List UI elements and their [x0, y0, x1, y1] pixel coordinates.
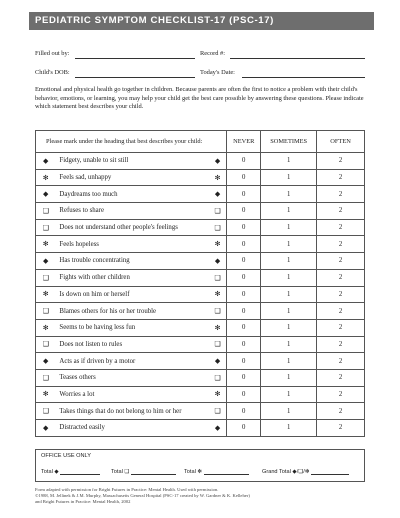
record-label: Record #:: [200, 50, 226, 57]
symptom-checklist-table: [35, 130, 365, 437]
score-never-cell[interactable]: 0: [227, 186, 261, 203]
square-icon: ❑: [42, 373, 49, 382]
score-sometimes-cell[interactable]: 1: [261, 403, 317, 420]
score-often-cell[interactable]: 2: [317, 186, 365, 203]
symptom-label: Does not understand other people's feelings: [55, 219, 208, 236]
score-often-cell[interactable]: 2: [317, 236, 365, 253]
score-sometimes-cell[interactable]: 1: [261, 319, 317, 336]
header-sometimes: SOMETIMES: [261, 131, 317, 153]
score-often-cell[interactable]: 2: [317, 286, 365, 303]
score-sometimes-cell[interactable]: 1: [261, 386, 317, 403]
table-row: [36, 219, 365, 236]
square-icon: ❑: [42, 206, 49, 215]
grand-total-line: [311, 468, 349, 475]
asterisk-icon: ✻: [214, 290, 221, 299]
grand-total-label: Grand Total: [262, 469, 291, 475]
asterisk-icon: ✻: [42, 173, 49, 182]
square-icon: ❑: [214, 340, 221, 349]
score-sometimes-cell[interactable]: 1: [261, 219, 317, 236]
symptom-label: Does not listen to rules: [55, 336, 208, 353]
score-never-cell[interactable]: 0: [227, 369, 261, 386]
score-never-cell[interactable]: 0: [227, 236, 261, 253]
table-row: [36, 369, 365, 386]
score-often-cell[interactable]: 2: [317, 203, 365, 220]
score-often-cell[interactable]: 2: [317, 253, 365, 270]
table-row: [36, 186, 365, 203]
table-row: [36, 286, 365, 303]
square-icon: ❑: [42, 307, 49, 316]
header-never: NEVER: [227, 131, 261, 153]
childs-dob-line: [75, 77, 195, 78]
table-prompt: Please mark under the heading that best describes your child:: [36, 131, 227, 153]
table-row: [36, 336, 365, 353]
diamond-icon: ◆: [214, 190, 221, 199]
total-square-field[interactable]: [111, 468, 176, 475]
grand-total-field[interactable]: [262, 468, 349, 475]
footer-credits: [35, 487, 365, 505]
asterisk-icon: ✻: [214, 173, 221, 182]
score-never-cell[interactable]: 0: [227, 203, 261, 220]
intro-paragraph: Emotional and physical health go together in children. Because parents are often the first to notice a problem with their child's behavior, emotions, or learning, you may help your child get the best care possible by answering these questions. Please indicate which statement best describes your child.: [35, 86, 364, 111]
symptom-label: Fidgety, unable to sit still: [55, 153, 208, 170]
square-icon: ❑: [42, 407, 49, 416]
childs-dob-label: Child's DOB:: [35, 69, 70, 76]
score-often-cell[interactable]: 2: [317, 403, 365, 420]
diamond-icon: ◆: [214, 423, 221, 432]
symptom-label: Distracted easily: [55, 420, 208, 437]
office-use-header: OFFICE USE ONLY: [41, 453, 91, 459]
score-sometimes-cell[interactable]: 1: [261, 169, 317, 186]
symptom-label: Has trouble concentrating: [55, 253, 208, 270]
score-never-cell[interactable]: 0: [227, 386, 261, 403]
diamond-icon: ◆: [214, 256, 221, 265]
diamond-icon: ◆: [43, 357, 49, 366]
diamond-icon: ◆: [43, 156, 49, 165]
footer-line: and Bright Futures in Practice: Mental Health, 2002: [35, 499, 131, 504]
square-icon: ❑: [214, 206, 221, 215]
grand-total-symbols: ◆/❑/✻: [292, 469, 310, 475]
square-icon: ❑: [124, 469, 130, 475]
score-sometimes-cell[interactable]: 1: [261, 186, 317, 203]
square-icon: ❑: [42, 340, 49, 349]
square-icon: ❑: [214, 273, 221, 282]
score-never-cell[interactable]: 0: [227, 169, 261, 186]
score-never-cell[interactable]: 0: [227, 219, 261, 236]
diamond-icon: ◆: [43, 256, 49, 265]
table-row: [36, 386, 365, 403]
square-icon: ❑: [42, 273, 49, 282]
asterisk-icon: ✻: [42, 240, 49, 249]
score-never-cell[interactable]: 0: [227, 336, 261, 353]
record-field[interactable]: [200, 50, 225, 57]
symptom-label: Seems to be having less fun: [55, 319, 208, 336]
symptom-label: Fights with other children: [55, 269, 208, 286]
diamond-icon: ◆: [43, 190, 49, 199]
total-diamond-line: [60, 468, 100, 475]
score-often-cell[interactable]: 2: [317, 386, 365, 403]
childs-dob-field[interactable]: [35, 69, 70, 76]
table-row: [36, 303, 365, 320]
score-often-cell[interactable]: 2: [317, 420, 365, 437]
score-sometimes-cell[interactable]: 1: [261, 153, 317, 170]
filled-out-by-label: Filled out by:: [35, 50, 70, 57]
filled-out-by-field[interactable]: [35, 50, 69, 57]
score-never-cell[interactable]: 0: [227, 403, 261, 420]
score-often-cell[interactable]: 2: [317, 319, 365, 336]
symptom-label: Acts as if driven by a motor: [55, 353, 208, 370]
symptom-label: Blames others for his or her trouble: [55, 303, 208, 320]
total-diamond-label: Total: [41, 469, 53, 475]
score-sometimes-cell[interactable]: 1: [261, 353, 317, 370]
score-often-cell[interactable]: 2: [317, 303, 365, 320]
score-never-cell[interactable]: 0: [227, 420, 261, 437]
score-often-cell[interactable]: 2: [317, 219, 365, 236]
asterisk-icon: ✻: [214, 390, 221, 399]
table-row: [36, 203, 365, 220]
form-title: PEDIATRIC SYMPTOM CHECKLIST-17 (PSC-17): [29, 12, 374, 30]
diamond-icon: ◆: [43, 423, 49, 432]
square-icon: ❑: [214, 223, 221, 232]
table-row: [36, 236, 365, 253]
asterisk-icon: ✻: [42, 323, 49, 332]
footer-line: ©1988, M. Jellinek & J.M. Murphy, Massachusetts General Hospital (PSC-17 created by W. Gardner & K. Kelleher): [35, 493, 250, 498]
diamond-icon: ◆: [54, 469, 59, 475]
asterisk-icon: ✻: [214, 323, 221, 332]
asterisk-icon: ✻: [42, 290, 49, 299]
score-sometimes-cell[interactable]: 1: [261, 420, 317, 437]
todays-date-field[interactable]: [200, 69, 235, 76]
table-row: [36, 353, 365, 370]
filled-out-by-line: [75, 58, 195, 59]
table-row: [36, 420, 365, 437]
symptom-label: Feels hopeless: [55, 236, 208, 253]
score-sometimes-cell[interactable]: 1: [261, 303, 317, 320]
score-sometimes-cell[interactable]: 1: [261, 369, 317, 386]
todays-date-line: [242, 77, 365, 78]
symptom-label: Feels sad, unhappy: [55, 169, 208, 186]
footer-line: Form adapted with permission for Bright Futures in Practice: Mental Health. Used with permission.: [35, 487, 219, 492]
total-asterisk-line: [204, 468, 249, 475]
score-sometimes-cell[interactable]: 1: [261, 336, 317, 353]
asterisk-icon: ✻: [197, 469, 203, 475]
square-icon: ❑: [42, 223, 49, 232]
score-never-cell[interactable]: 0: [227, 253, 261, 270]
symptom-label: Refuses to share: [55, 203, 208, 220]
score-often-cell[interactable]: 2: [317, 269, 365, 286]
symptom-label: Teases others: [55, 369, 208, 386]
asterisk-icon: ✻: [42, 390, 49, 399]
square-icon: ❑: [214, 407, 221, 416]
square-icon: ❑: [214, 307, 221, 316]
table-row: [36, 169, 365, 186]
symptom-label: Is down on him or herself: [55, 286, 208, 303]
office-use-box: [35, 449, 365, 482]
total-square-line: [131, 468, 176, 475]
total-asterisk-label: Total: [184, 469, 196, 475]
symptom-label: Takes things that do not belong to him or her: [55, 403, 208, 420]
score-sometimes-cell[interactable]: 1: [261, 269, 317, 286]
score-often-cell[interactable]: 2: [317, 353, 365, 370]
score-sometimes-cell[interactable]: 1: [261, 236, 317, 253]
table-row: [36, 253, 365, 270]
score-often-cell[interactable]: 2: [317, 336, 365, 353]
score-never-cell[interactable]: 0: [227, 319, 261, 336]
record-line: [230, 58, 365, 59]
table-row: [36, 269, 365, 286]
diamond-icon: ◆: [214, 156, 221, 165]
diamond-icon: ◆: [214, 357, 221, 366]
symptom-label: Worries a lot: [55, 386, 208, 403]
total-asterisk-field[interactable]: [184, 468, 249, 475]
table-header-row: [36, 131, 365, 153]
header-often: OFTEN: [317, 131, 365, 153]
score-never-cell[interactable]: 0: [227, 269, 261, 286]
score-never-cell[interactable]: 0: [227, 153, 261, 170]
score-sometimes-cell[interactable]: 1: [261, 286, 317, 303]
score-often-cell[interactable]: 2: [317, 153, 365, 170]
table-row: [36, 319, 365, 336]
total-square-label: Total: [111, 469, 123, 475]
score-sometimes-cell[interactable]: 1: [261, 253, 317, 270]
symptom-label: Daydreams too much: [55, 186, 208, 203]
table-row: [36, 153, 365, 170]
score-never-cell[interactable]: 0: [227, 286, 261, 303]
square-icon: ❑: [214, 373, 221, 382]
score-often-cell[interactable]: 2: [317, 169, 365, 186]
table-row: [36, 403, 365, 420]
todays-date-label: Today's Date:: [200, 69, 235, 76]
score-sometimes-cell[interactable]: 1: [261, 203, 317, 220]
score-often-cell[interactable]: 2: [317, 369, 365, 386]
total-diamond-field[interactable]: [41, 468, 100, 475]
score-never-cell[interactable]: 0: [227, 303, 261, 320]
score-never-cell[interactable]: 0: [227, 353, 261, 370]
asterisk-icon: ✻: [214, 240, 221, 249]
